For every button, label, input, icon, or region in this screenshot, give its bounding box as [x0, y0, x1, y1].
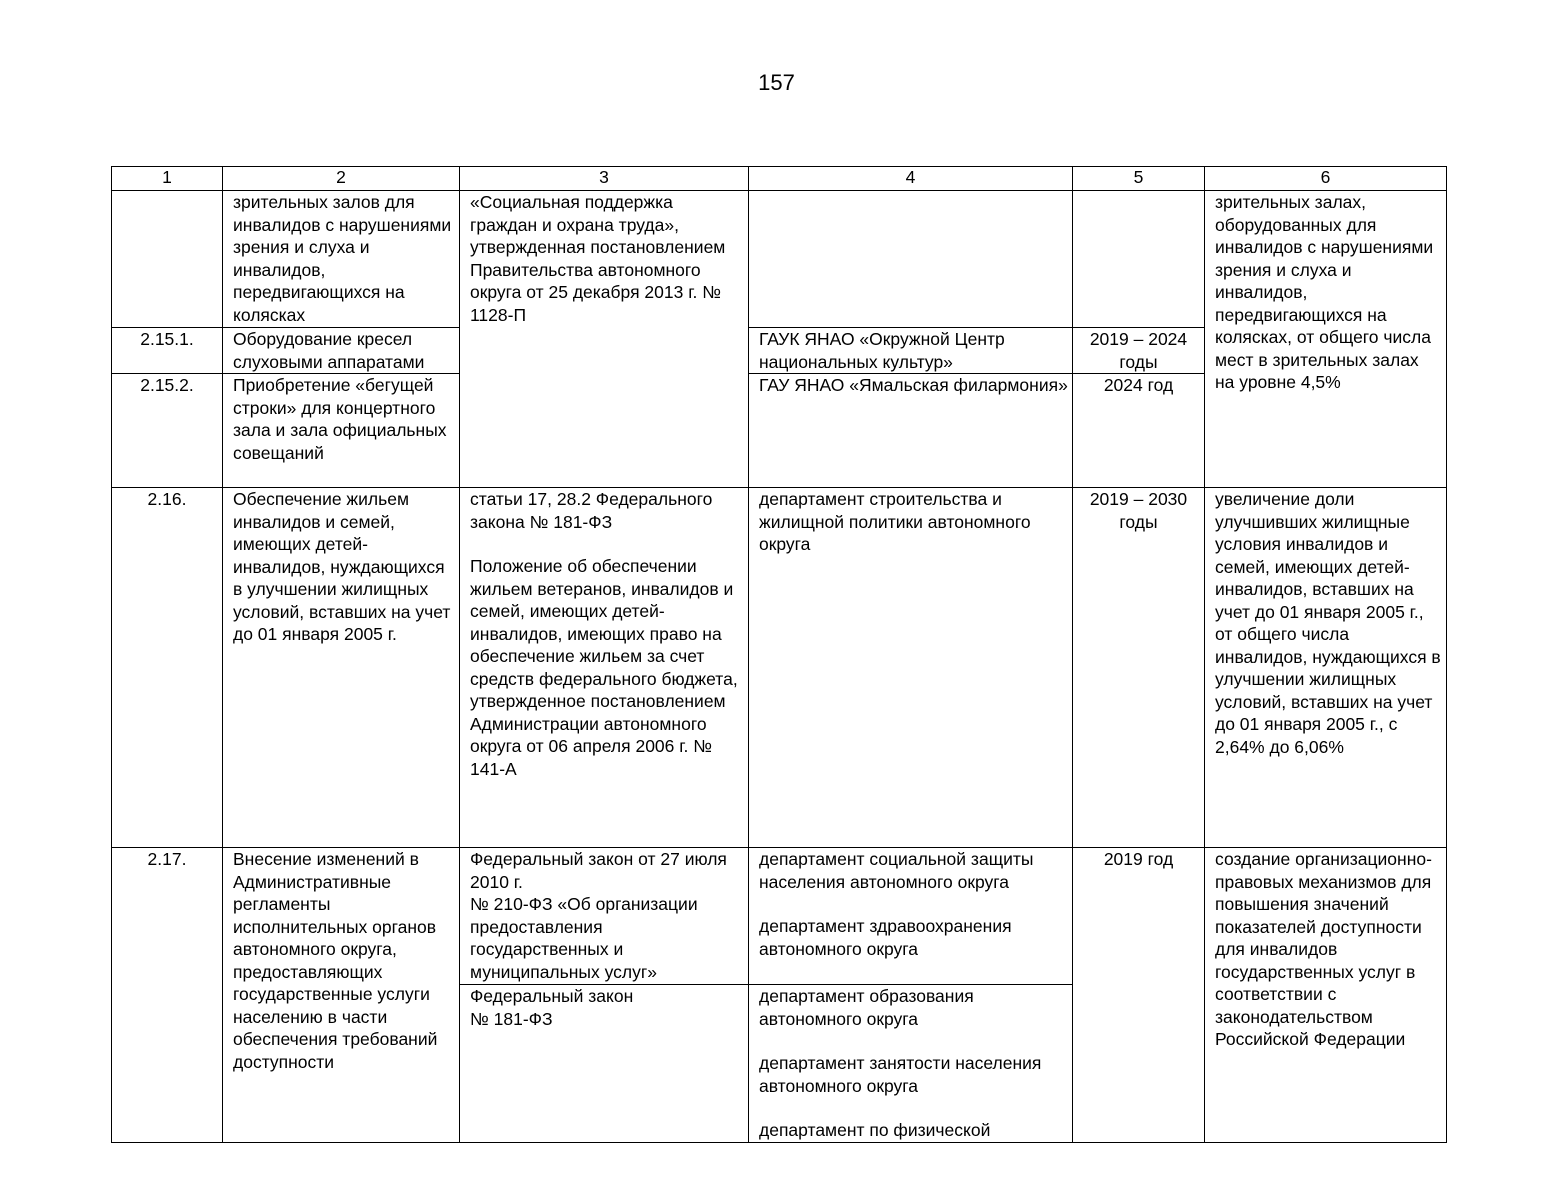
- row-number-cell: 2.16.: [112, 488, 223, 848]
- term-cell: 2019 – 2024 годы: [1073, 328, 1205, 374]
- header-col-1: 1: [112, 167, 223, 191]
- term-cell: 2024 год: [1073, 374, 1205, 488]
- legal-basis-cell: Федеральный закон № 181-ФЗ: [460, 985, 749, 1143]
- legal-basis-cell: Федеральный закон от 27 июля 2010 г. № 210-ФЗ «Об организации предоставления государственных и муниципальных услуг»: [460, 848, 749, 985]
- legal-basis-cell: «Социальная поддержка граждан и охрана труда», утвержденная постановлением Правительства автономного округа от 25 декабря 2013 г. № 1128-П: [460, 191, 749, 488]
- measures-table: [111, 166, 1447, 1143]
- table-row: [112, 848, 1447, 985]
- measure-cell: зрительных залов для инвалидов с нарушениями зрения и слуха и инвалидов, передвигающихся на колясках: [223, 191, 460, 328]
- table-row: [112, 191, 1447, 328]
- executor-paragraph: департамент занятости населения автономного округа: [759, 1053, 1042, 1096]
- executor-cell: департамент строительства и жилищной политики автономного округа: [749, 488, 1073, 848]
- executor-cell: [749, 848, 1073, 985]
- executor-cell: [749, 191, 1073, 328]
- header-row: [112, 167, 1447, 191]
- term-cell: [1073, 191, 1205, 328]
- executor-cell: ГАУК ЯНАО «Окружной Центр национальных культур»: [749, 328, 1073, 374]
- legal-basis-paragraph: статьи 17, 28.2 Федерального закона № 181-ФЗ: [470, 489, 713, 532]
- header-col-5: 5: [1073, 167, 1205, 191]
- header-col-3: 3: [460, 167, 749, 191]
- result-cell: создание организационно-правовых механизмов для повышения значений показателей доступности для инвалидов государственных услуг в соответствии с законодательством Российской Федерации: [1205, 848, 1447, 1143]
- term-cell: 2019 – 2030 годы: [1073, 488, 1205, 848]
- executor-paragraph: департамент здравоохранения автономного округа: [759, 916, 1012, 959]
- row-number-cell: [112, 191, 223, 328]
- measure-cell: Приобретение «бегущей строки» для концертного зала и зала официальных совещаний: [223, 374, 460, 488]
- header-col-4: 4: [749, 167, 1073, 191]
- result-cell: зрительных залах, оборудованных для инвалидов с нарушениями зрения и слуха и инвалидов, передвигающихся на колясках, от общего числа мест в зрительных залах на уровне 4,5%: [1205, 191, 1447, 488]
- executor-cell: ГАУ ЯНАО «Ямальская филармония»: [749, 374, 1073, 488]
- legal-basis-cell: [460, 488, 749, 848]
- header-col-6: 6: [1205, 167, 1447, 191]
- measure-cell: Оборудование кресел слуховыми аппаратами: [223, 328, 460, 374]
- row-number-cell: 2.15.1.: [112, 328, 223, 374]
- measure-cell: Внесение изменений в Административные регламенты исполнительных органов автономного округа, предоставляющих государственные услуги населению в части обеспечения требований доступности: [223, 848, 460, 1143]
- legal-basis-paragraph: Положение об обеспечении жильем ветеранов, инвалидов и семей, имеющих детей-инвалидов, имеющих право на обеспечение жильем за счет средств федерального бюджета, утвержденное постановлением Администрации автономного округа от 06 апреля 2006 г. № 141-А: [470, 556, 738, 779]
- header-col-2: 2: [223, 167, 460, 191]
- term-cell: 2019 год: [1073, 848, 1205, 1143]
- executor-paragraph: департамент социальной защиты населения автономного округа: [759, 849, 1034, 892]
- table-row: [112, 488, 1447, 848]
- executor-cell: [749, 985, 1073, 1143]
- executor-paragraph: департамент по физической: [759, 1120, 991, 1140]
- row-number-cell: 2.17.: [112, 848, 223, 1143]
- page-number: 157: [758, 70, 795, 95]
- result-cell: увеличение доли улучшивших жилищные условия инвалидов и семей, имеющих детей-инвалидов, вставших на учет до 01 января 2005 г., от общего числа инвалидов, нуждающихся в улучшении жилищных условий, вставших на учет до 01 января 2005 г., с 2,64% до 6,06%: [1205, 488, 1447, 848]
- row-number-cell: 2.15.2.: [112, 374, 223, 488]
- measure-cell: Обеспечение жильем инвалидов и семей, имеющих детей-инвалидов, нуждающихся в улучшении жилищных условий, вставших на учет до 01 января 2005 г.: [223, 488, 460, 848]
- executor-paragraph: департамент образования автономного округа: [759, 986, 974, 1029]
